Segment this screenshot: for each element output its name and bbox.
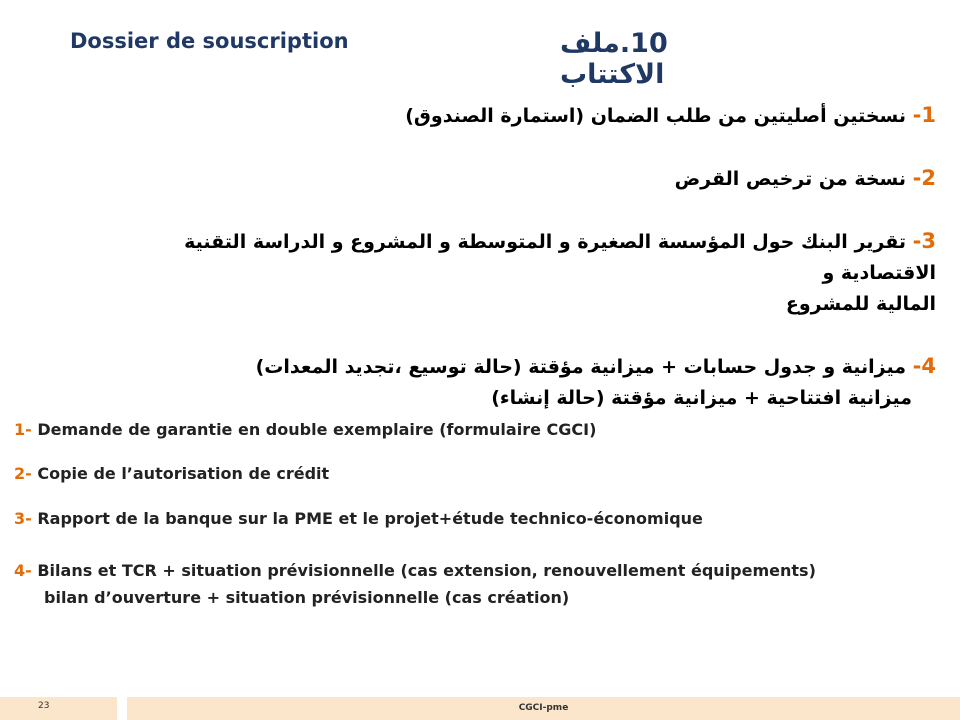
french-item-4 xyxy=(14,561,816,607)
footer-label: CGCI-pme xyxy=(127,697,960,720)
page-title-fr: Dossier de souscription xyxy=(70,29,349,53)
arabic-item-text: ميزانية و جدول حسابات + ميزانية مؤقتة (حالة توسيع ،تجديد المعدات) xyxy=(255,356,907,378)
arabic-item-number: 1- xyxy=(912,103,936,127)
arabic-item-text: تقرير البنك حول المؤسسة الصغيرة و المتوسطة و المشروع و الدراسة التقنية الاقتصادية و xyxy=(184,231,936,284)
arabic-item-text-continued: المالية للمشروع xyxy=(785,293,936,315)
arabic-item-number: 2- xyxy=(912,166,936,190)
french-item-number: 3- xyxy=(14,509,32,528)
french-item-2 xyxy=(14,464,329,483)
page-title-ar: 10.ملف الاكتتاب xyxy=(560,28,668,90)
french-item-number: 1- xyxy=(14,420,32,439)
arabic-list xyxy=(86,100,936,414)
french-item-number: 4- xyxy=(14,561,32,580)
french-item-1 xyxy=(14,420,596,439)
arabic-item-text: نسختين أصليتين من طلب الضمان (استمارة الصندوق) xyxy=(405,105,907,127)
french-item-text: Copie de l’autorisation de crédit xyxy=(31,464,330,483)
footer-page-number-box xyxy=(0,697,117,720)
arabic-item-2 xyxy=(86,163,936,195)
french-item-text-continued: bilan d’ouverture + situation prévisionnelle (cas création) xyxy=(44,588,570,607)
arabic-item-4 xyxy=(86,351,936,414)
arabic-item-text-continued: ميزانية افتتاحية + ميزانية مؤقتة (حالة إنشاء) xyxy=(491,387,912,409)
arabic-item-number: 4- xyxy=(912,354,936,378)
french-item-3 xyxy=(14,509,703,528)
french-item-text: Rapport de la banque sur la PME et le projet+étude technico-économique xyxy=(31,509,703,528)
french-item-text: Demande de garantie en double exemplaire (formulaire CGCI) xyxy=(31,420,597,439)
arabic-item-1 xyxy=(86,100,936,132)
french-item-number: 2- xyxy=(14,464,32,483)
arabic-item-3 xyxy=(86,226,936,320)
french-item-text: Bilans et TCR + situation prévisionnelle (cas extension, renouvellement équipements) xyxy=(31,561,816,580)
page-number: 23 xyxy=(38,701,50,711)
arabic-item-text: نسخة من ترخيص القرض xyxy=(674,168,907,190)
arabic-item-number: 3- xyxy=(912,229,936,253)
